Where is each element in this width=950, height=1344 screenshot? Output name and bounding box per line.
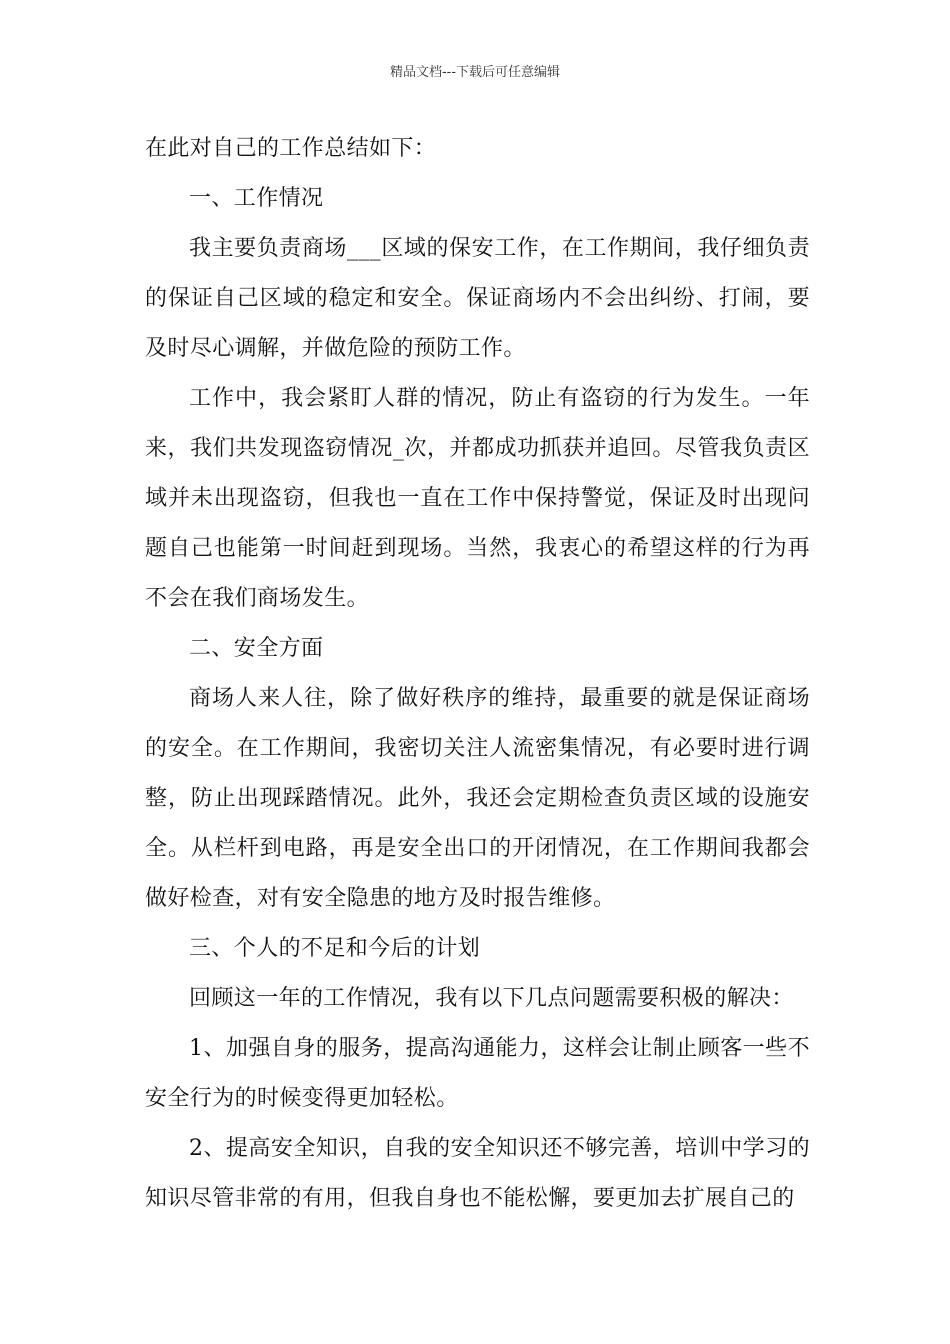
section-heading-safety: 二、安全方面 [189,636,324,661]
section-heading-work: 一、工作情况 [189,186,324,211]
intro-paragraph: 在此对自己的工作总结如下： [145,136,437,161]
section-heading-plan: 三、个人的不足和今后的计划 [189,936,481,961]
list-item-2: 2、提高安全知识，自我的安全知识还不够完善，培训中学习的知识尽管非常的有用，但我自身也不能松懈，要更加去扩展自己的 [145,1136,810,1211]
paragraph-work-duty: 我主要负责商场___区域的保安工作，在工作期间，我仔细负责的保证自己区域的稳定和安全。保证商场内不会出纠纷、打闹，要及时尽心调解，并做危险的预防工作。 [145,236,810,361]
page-header: 精品文档---下载后可任意编辑 [389,65,561,80]
document-body [145,124,810,1224]
paragraph-safety: 商场人来人往，除了做好秩序的维持，最重要的就是保证商场的安全。在工作期间，我密切关注人流密集情况，有必要时进行调整，防止出现踩踏情况。此外，我还会定期检查负责区域的设施安全。从栏杆到电路，再是安全出口的开闭情况，在工作期间我都会做好检查，对有安全隐患的地方及时报告维修。 [145,686,810,911]
paragraph-review: 回顾这一年的工作情况，我有以下几点问题需要积极的解决： [189,986,794,1011]
paragraph-theft-prevention: 工作中，我会紧盯人群的情况，防止有盗窃的行为发生。一年来，我们共发现盗窃情况_次，并都成功抓获并追回。尽管我负责区域并未出现盗窃，但我也一直在工作中保持警觉，保证及时出现问题自己也能第一时间赶到现场。当然，我衷心的希望这样的行为再不会在我们商场发生。 [145,386,810,611]
list-item-1: 1、加强自身的服务，提高沟通能力，这样会让制止顾客一些不安全行为的时候变得更加轻松。 [145,1036,810,1111]
